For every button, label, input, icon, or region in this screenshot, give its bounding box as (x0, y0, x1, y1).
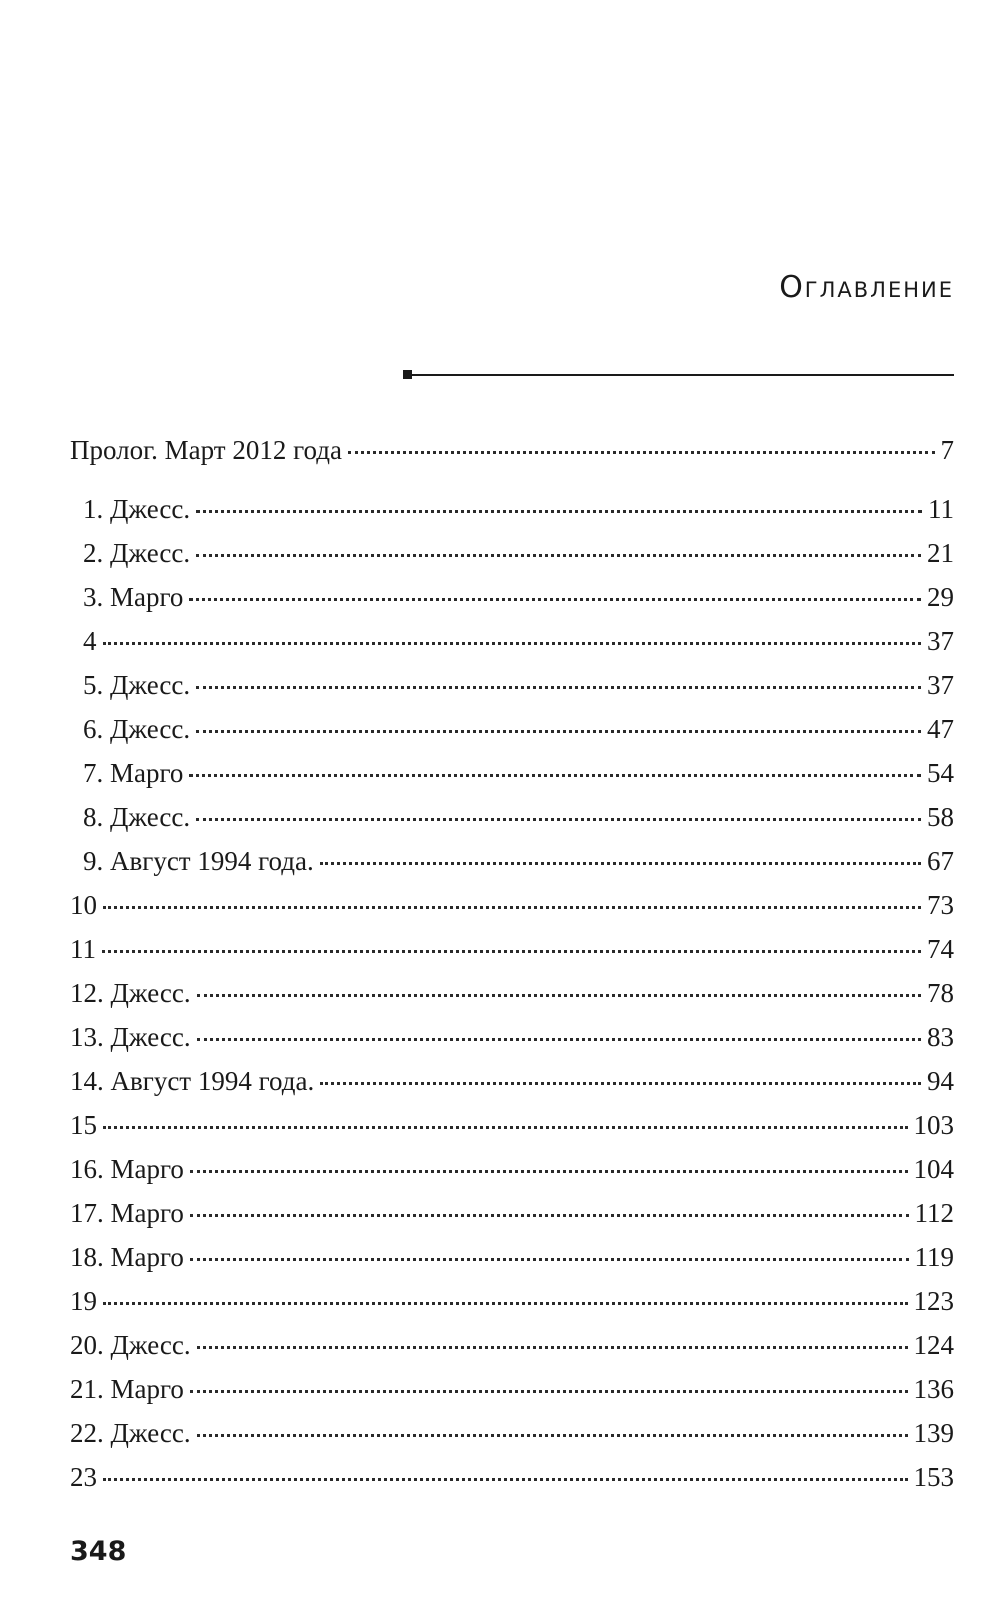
toc-entry-title: 11 (70, 934, 96, 964)
toc-entry (70, 1059, 954, 1103)
dot-leader (196, 730, 921, 733)
dot-leader (103, 1302, 908, 1305)
dot-leader (189, 598, 921, 601)
toc-entry-title: 17. Марго (70, 1198, 184, 1228)
toc-entry (70, 883, 954, 927)
toc-entry (70, 487, 954, 531)
dot-leader (103, 1478, 908, 1481)
toc-entry-prologue (70, 428, 954, 472)
dot-leader (196, 686, 921, 689)
dot-leader (348, 451, 935, 454)
toc-entry (70, 575, 954, 619)
toc-entry-page: 139 (913, 1418, 954, 1448)
toc-entry-title: 13. Джесс. (70, 1022, 191, 1052)
toc-entry-title: 12. Джесс. (70, 978, 191, 1008)
dot-leader (320, 862, 921, 865)
dot-leader (102, 950, 921, 953)
toc-entry-title: 2. Джесс. (83, 538, 191, 568)
dot-leader (196, 554, 921, 557)
toc-entry-title: 6. Джесс. (83, 714, 191, 744)
toc-entry-title: 8. Джесс. (83, 802, 191, 832)
toc-entry (70, 795, 954, 839)
toc-entry-title: 5. Джесс. (83, 670, 191, 700)
dot-leader (103, 1126, 908, 1129)
dot-leader (197, 1434, 908, 1437)
toc-entry (70, 1103, 954, 1147)
toc-entry-page: 54 (927, 758, 954, 788)
toc-entry-title: 21. Марго (70, 1374, 184, 1404)
toc-entry-title: 19 (70, 1286, 97, 1316)
toc-entry (70, 1191, 954, 1235)
toc-entry (70, 1411, 954, 1455)
toc-entry-title: 7. Марго (83, 758, 184, 788)
dot-leader (103, 906, 921, 909)
toc-entry-title: 10 (70, 890, 97, 920)
toc-entry-page: 58 (927, 802, 954, 832)
page-number: 348 (70, 1536, 127, 1567)
toc-entry (70, 927, 954, 971)
toc-entry-title: 16. Марго (70, 1154, 184, 1184)
toc-entry-title: 1. Джесс. (83, 494, 191, 524)
toc-entry-title: 20. Джесс. (70, 1330, 191, 1360)
dot-leader (196, 818, 921, 821)
dot-leader (320, 1082, 921, 1085)
toc-entry-page: 73 (927, 890, 954, 920)
toc-entry-title: 15 (70, 1110, 97, 1140)
dot-leader (190, 1170, 908, 1173)
toc-entry-page: 37 (927, 626, 954, 656)
toc-entry-page: 153 (913, 1462, 954, 1492)
toc-entry-page: 112 (914, 1198, 954, 1228)
toc-entry-page: 104 (913, 1154, 954, 1184)
toc-entry-page: 67 (927, 846, 954, 876)
toc-entry-title: 4 (83, 626, 97, 656)
toc-entry (70, 1367, 954, 1411)
toc-entry-page: 47 (927, 714, 954, 744)
toc-entry-page: 123 (913, 1286, 954, 1316)
toc-entry-title: 3. Марго (83, 582, 184, 612)
page-title: Оглавление (779, 270, 954, 305)
dot-leader (197, 1038, 921, 1041)
toc-entry-page: 74 (927, 934, 954, 964)
toc-entry (70, 971, 954, 1015)
toc-entry-page: 11 (928, 494, 954, 524)
toc-entry (70, 619, 954, 663)
dot-leader (189, 774, 921, 777)
toc-entry-page: 7 (940, 435, 954, 465)
toc-entry-title: Пролог. Март 2012 года (70, 435, 342, 465)
toc-entry-page: 83 (927, 1022, 954, 1052)
toc-entry-page: 21 (927, 538, 954, 568)
toc-entry-page: 124 (913, 1330, 954, 1360)
toc-entry (70, 1235, 954, 1279)
toc-entry-page: 136 (913, 1374, 954, 1404)
toc-entry (70, 1279, 954, 1323)
toc-entry-title: 18. Марго (70, 1242, 184, 1272)
divider-square-mark (403, 370, 412, 379)
toc-entry (70, 663, 954, 707)
toc-entry (70, 531, 954, 575)
toc-entry (70, 1455, 954, 1499)
toc-entry-page: 37 (927, 670, 954, 700)
toc-entry-page: 29 (927, 582, 954, 612)
toc-entry (70, 707, 954, 751)
toc-entry-title: 22. Джесс. (70, 1418, 191, 1448)
toc-entry (70, 1323, 954, 1367)
dot-leader (197, 1346, 908, 1349)
title-divider (403, 374, 954, 376)
toc-entry (70, 839, 954, 883)
toc-entry-page: 94 (927, 1066, 954, 1096)
toc-entry-page: 78 (927, 978, 954, 1008)
dot-leader (190, 1214, 909, 1217)
dot-leader (190, 1258, 909, 1261)
toc-entry-title: 14. Август 1994 года. (70, 1066, 315, 1096)
toc-entry (70, 751, 954, 795)
dot-leader (103, 642, 922, 645)
dot-leader (197, 994, 921, 997)
toc-entry-page: 119 (914, 1242, 954, 1272)
toc-entry (70, 1015, 954, 1059)
dot-leader (190, 1390, 908, 1393)
table-of-contents (70, 428, 954, 1499)
toc-entry-page: 103 (913, 1110, 954, 1140)
dot-leader (196, 510, 922, 513)
toc-entry-title: 23 (70, 1462, 97, 1492)
toc-entry (70, 1147, 954, 1191)
toc-entry-title: 9. Август 1994 года. (83, 846, 314, 876)
